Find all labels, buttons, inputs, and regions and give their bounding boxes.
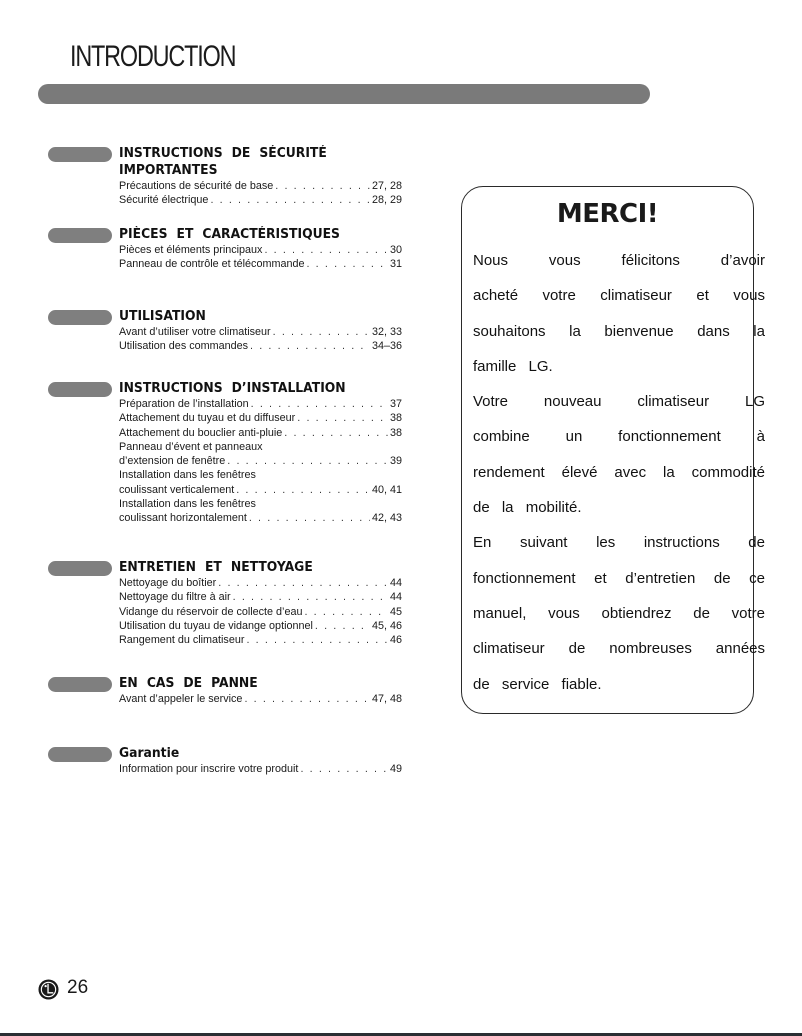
toc-section-installation (48, 380, 408, 526)
toc-entry[interactable]: Avant d’appeler le service . . . 47, 48 (119, 692, 402, 706)
toc-entry[interactable]: Pièces et éléments principaux . . . 30 (119, 243, 402, 257)
toc-entry[interactable]: coulissant verticalement . . . 40, 41 (119, 483, 402, 497)
section-marker (48, 310, 112, 325)
toc-entry[interactable]: Utilisation des commandes . . . 34–36 (119, 339, 402, 353)
toc-section-safety (48, 145, 408, 208)
toc-entry[interactable]: d’extension de fenêtre . . . 39 (119, 454, 402, 468)
section-marker (48, 747, 112, 762)
section-marker (48, 147, 112, 162)
lg-logo-icon (38, 979, 59, 1000)
toc-entry[interactable]: Avant d’utiliser votre climatiseur . . . 32, 33 (119, 325, 402, 339)
toc-section-warranty (48, 745, 408, 776)
toc-entry[interactable]: Attachement du tuyau et du diffuseur . . . 38 (119, 411, 402, 425)
section-heading: ENTRETIEN ET NETTOYAGE (119, 560, 313, 575)
section-heading: Garantie (119, 746, 180, 761)
dot-leader (304, 605, 388, 619)
header-bar (38, 84, 650, 104)
dot-leader (315, 619, 370, 633)
dot-leader (210, 193, 370, 207)
section-heading: EN CAS DE PANNE (119, 676, 258, 691)
toc-entry[interactable]: coulissant horizontalement . . . 42, 43 (119, 511, 402, 525)
toc-section-troubleshooting (48, 675, 408, 706)
toc-entry[interactable]: Installation dans les fenêtres (119, 498, 256, 511)
dot-leader (275, 179, 370, 193)
toc-entry[interactable]: Nettoyage du filtre à air . . . 44 (119, 590, 402, 604)
toc-entry[interactable]: Installation dans les fenêtres (119, 469, 256, 482)
dot-leader (297, 411, 388, 425)
section-heading: PIÈCES ET CARACTÉRISTIQUES (119, 227, 340, 242)
dot-leader (284, 426, 388, 440)
dot-leader (218, 576, 388, 590)
dot-leader (236, 483, 370, 497)
section-marker (48, 382, 112, 397)
toc-entry[interactable]: Précautions de sécurité de base . . . 27, 28 (119, 179, 402, 193)
dot-leader (233, 590, 388, 604)
dot-leader (227, 454, 388, 468)
dot-leader (244, 692, 370, 706)
section-heading: UTILISATION (119, 309, 206, 324)
section-marker (48, 228, 112, 243)
toc-entry[interactable]: Utilisation du tuyau de vidange optionnel . . . 45, 46 (119, 619, 402, 633)
thank-you-title: MERCI! (556, 199, 659, 229)
toc-entry[interactable]: Vidange du réservoir de collecte d’eau . . . 45 (119, 605, 402, 619)
toc-entry[interactable]: Sécurité électrique . . . 28, 29 (119, 193, 402, 207)
section-heading: INSTRUCTIONS DE SÉCURITÉ IMPORTANTES (119, 146, 327, 178)
dot-leader (306, 257, 388, 271)
toc-entry[interactable]: Préparation de l’installation . . . 37 (119, 397, 402, 411)
toc-entry[interactable]: Attachement du bouclier anti-pluie . . . 38 (119, 426, 402, 440)
dot-leader (300, 762, 388, 776)
section-heading: INSTRUCTIONS D’INSTALLATION (119, 381, 346, 396)
page-title: INTRODUCTION (70, 40, 236, 73)
toc-section-maintenance (48, 559, 408, 647)
dot-leader (264, 243, 388, 257)
thank-you-message: Nous vous félicitons d’avoir acheté votre climatiseur et vous souhaitons la bienvenue dans la famille LG. Votre nouveau climatiseur LG combine un fonctionnement à rendement élevé avec la commodité de la mobilité. En suivant les instructions de fonctionnement et d’entretien de ce manuel, vous obtiendrez de votre climatiseur de nombreuses années de service fiable. (473, 252, 765, 693)
section-marker (48, 561, 112, 576)
toc-section-parts (48, 226, 408, 272)
dot-leader (250, 339, 370, 353)
toc-entry[interactable]: Information pour inscrire votre produit . . . 49 (119, 762, 402, 776)
toc-entry[interactable]: Panneau de contrôle et télécommande . . . 31 (119, 257, 402, 271)
toc-entry[interactable]: Panneau d’évent et panneaux (119, 440, 263, 453)
section-marker (48, 677, 112, 692)
dot-leader (246, 633, 388, 647)
toc-entry[interactable]: Rangement du climatiseur . . . 46 (119, 633, 402, 647)
toc-section-usage (48, 308, 408, 354)
dot-leader (249, 511, 370, 525)
toc-entry[interactable]: Nettoyage du boîtier . . . 44 (119, 576, 402, 590)
page-number: 26 (67, 977, 89, 998)
dot-leader (273, 325, 370, 339)
dot-leader (251, 397, 388, 411)
